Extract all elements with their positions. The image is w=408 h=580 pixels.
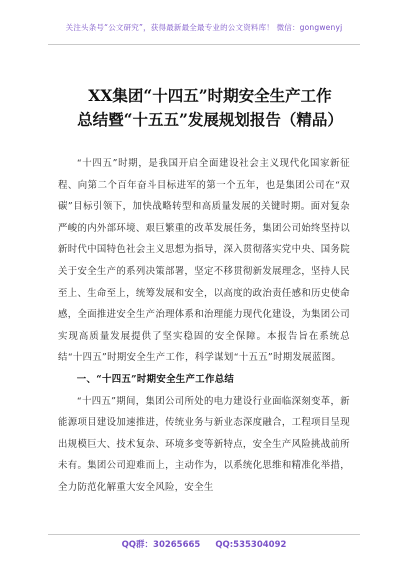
section-heading: 一、“十四五”时期安全生产工作总结 <box>76 373 235 385</box>
title-line-1: XX集团“十四五”时期安全生产工作 <box>88 86 332 105</box>
header-banner: 关注头条号“公文研究”，获得最新最全最专业的公文资料库！ 微信：gongwenyj <box>65 23 343 32</box>
qq-text: QQ:535304092 <box>215 540 287 550</box>
header-divider <box>48 44 360 45</box>
footer-divider <box>48 534 360 535</box>
section-paragraph: “十四五”期间，集团公司所处的电力建设行业面临深刻变革，新能源项目建设加速推进，传统业务与新业态深度融合，工程项目呈现出规模巨大、技术复杂、环境多变等新特点，安全生产风险挑战前所未有。集团公司迎难而上，主动作为，以系统化思维和精准化举措，全力防范化解重大安全风险，安全生 <box>58 395 350 493</box>
document-title <box>66 84 354 132</box>
intro-paragraph: “十四五”时期，是我国开启全面建设社会主义现代化国家新征程、向第二个百年奋斗目标进军的第一个五年，也是集团公司在“双碳”目标引领下，加快战略转型和高质量发展的关键时期。面对复杂严峻的内外部环境、艰巨繁重的改革发展任务，集团公司始终坚持以新时代中国特色社会主义思想为指导，深入贯彻落实党中央、国务院关于安全生产的系列决策部署，坚定不移贯彻新发展理念，坚持人民至上、生命至上，统筹发展和安全，以高度的政治责任感和历史使命感，全面推进安全生产治理体系和治理能力现代化建设，为集团公司实现高质量发展提供了坚实稳固的安全保障。本报告旨在系统总结“十四五”时期安全生产工作，科学谋划“十五五”时期发展蓝图。 <box>58 158 350 364</box>
document-body <box>58 153 350 499</box>
footer <box>0 538 408 550</box>
title-line-2: 总结暨“十五五”发展规划报告（精品） <box>77 110 343 129</box>
qq-group-text: QQ群：30265665 <box>121 540 201 550</box>
